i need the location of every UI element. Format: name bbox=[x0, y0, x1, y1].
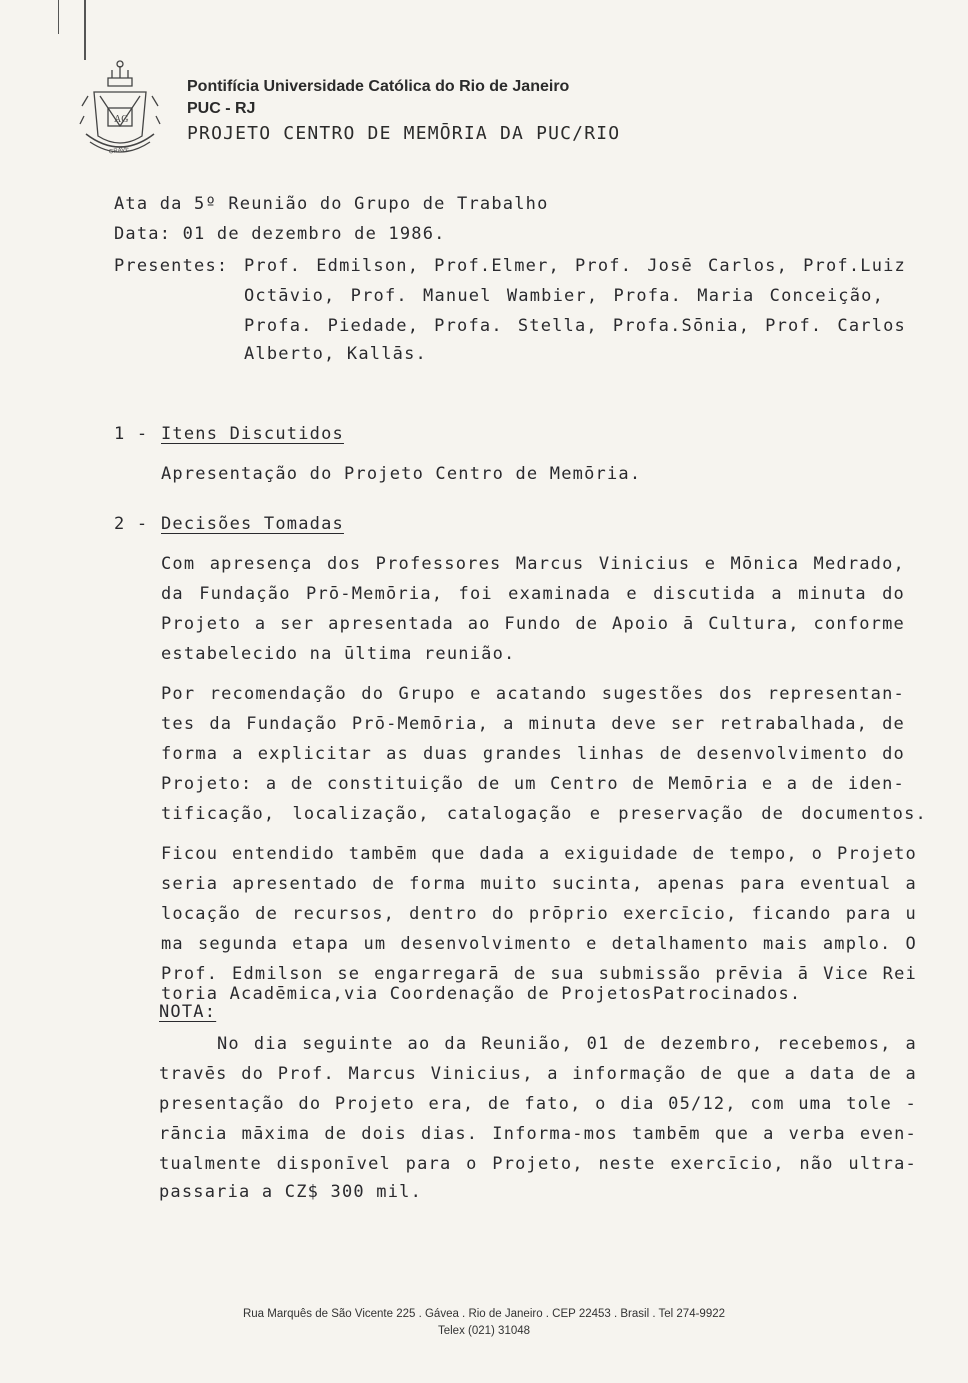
university-seal-icon bbox=[78, 56, 162, 160]
seal-motto: GRAVE bbox=[108, 146, 130, 156]
paragraph-1-line: Com apresença dos Professores Marcus Vinicius e Mōnica Medrado, bbox=[161, 554, 905, 574]
meeting-date: Data: 01 de dezembro de 1986. bbox=[114, 224, 446, 244]
nota-line: No dia seguinte ao da Reunião, 01 de dezembro, recebemos, a bbox=[217, 1034, 917, 1054]
paragraph-2-line: Por recomendação do Grupo e acatando sugestões dos representan- bbox=[161, 684, 905, 704]
section-1-title: Itens Discutidos bbox=[161, 424, 344, 444]
footer-telex: Telex (021) 31048 bbox=[437, 1325, 531, 1337]
nota-line: passaria a CZ$ 300 mil. bbox=[159, 1182, 423, 1202]
section-2-number: 2 - bbox=[114, 514, 149, 534]
paragraph-2-line: tes da Fundação Prō-Memōria, a minuta deve ser retrabalhada, de bbox=[161, 714, 905, 734]
paragraph-1-line: da Fundação Prō-Memōria, foi examinada e discutida a minuta do bbox=[161, 584, 905, 604]
paragraph-2-line: tificação, localização, catalogação e preservação de documentos. bbox=[161, 804, 927, 824]
paragraph-3-line: ma segunda etapa um desenvolvimento e detalhamento mais amplo. O bbox=[161, 934, 917, 954]
nota-label: NOTA: bbox=[159, 1002, 217, 1022]
paragraph-2-line: forma a explicitar as duas grandes linhas de desenvolvimento do bbox=[161, 744, 905, 764]
paragraph-3-line: toria Acadēmica,via Coordenação de ProjetosPatrocinados. bbox=[161, 984, 802, 1004]
svg-text:AG: AG bbox=[114, 114, 129, 125]
university-abbrev: PUC - RJ bbox=[187, 100, 256, 117]
present-label: Presentes: bbox=[114, 256, 229, 276]
margin-line bbox=[58, 0, 59, 34]
present-line: Prof. Edmilson, Prof.Elmer, Prof. Josē Carlos, Prof.Luiz bbox=[244, 256, 906, 276]
nota-line: presentação do Projeto era, de fato, o dia 05/12, com uma tole - bbox=[159, 1094, 917, 1114]
project-name: PROJETO CENTRO DE MEMŌRIA DA PUC/RIO bbox=[187, 123, 621, 144]
paragraph-1-line: estabelecido na ūltima reunião. bbox=[161, 644, 516, 664]
margin-line bbox=[84, 0, 86, 60]
university-name: Pontifícia Universidade Católica do Rio de Janeiro bbox=[187, 78, 570, 95]
paragraph-2-line: Projeto: a de constituição de um Centro de Memōria e a de iden- bbox=[161, 774, 905, 794]
paragraph-3-line: Prof. Edmilson se engarregarā de sua submissão prēvia ā Vice Rei bbox=[161, 964, 917, 984]
paragraph-3-line: locação de recursos, dentro do prōprio exercīcio, ficando para u bbox=[161, 904, 917, 924]
present-line: Octāvio, Prof. Manuel Wambier, Profa. Maria Conceição, bbox=[244, 286, 884, 306]
present-line: Alberto, Kallās. bbox=[244, 344, 427, 364]
nota-line: tualmente disponīvel para o Projeto, neste exercīcio, não ultra- bbox=[159, 1154, 917, 1174]
paragraph-3-line: Ficou entendido tambēm que dada a exiguidade de tempo, o Projeto bbox=[161, 844, 917, 864]
minutes-title: Ata da 5º Reunião do Grupo de Trabalho bbox=[114, 194, 549, 214]
section-2-title: Decisões Tomadas bbox=[161, 514, 344, 534]
section-1-text: Apresentação do Projeto Centro de Memōria. bbox=[161, 464, 642, 484]
nota-line: travēs do Prof. Marcus Vinicius, a informação de que a data de a bbox=[159, 1064, 917, 1084]
nota-line: rāncia māxima de dois dias. Informa-mos tambēm que a verba even- bbox=[159, 1124, 917, 1144]
section-1-number: 1 - bbox=[114, 424, 149, 444]
footer-address: Rua Marquês de São Vicente 225 . Gávea . Rio de Janeiro . CEP 22453 . Brasil . Tel 274-9922 bbox=[242, 1308, 726, 1320]
present-line: Profa. Piedade, Profa. Stella, Profa.Sōnia, Prof. Carlos bbox=[244, 316, 906, 336]
paragraph-3-line: seria apresentado de forma muito sucinta, apenas para eventual a bbox=[161, 874, 917, 894]
paragraph-1-line: Projeto a ser apresentada ao Fundo de Apoio ā Cultura, conforme bbox=[161, 614, 905, 634]
